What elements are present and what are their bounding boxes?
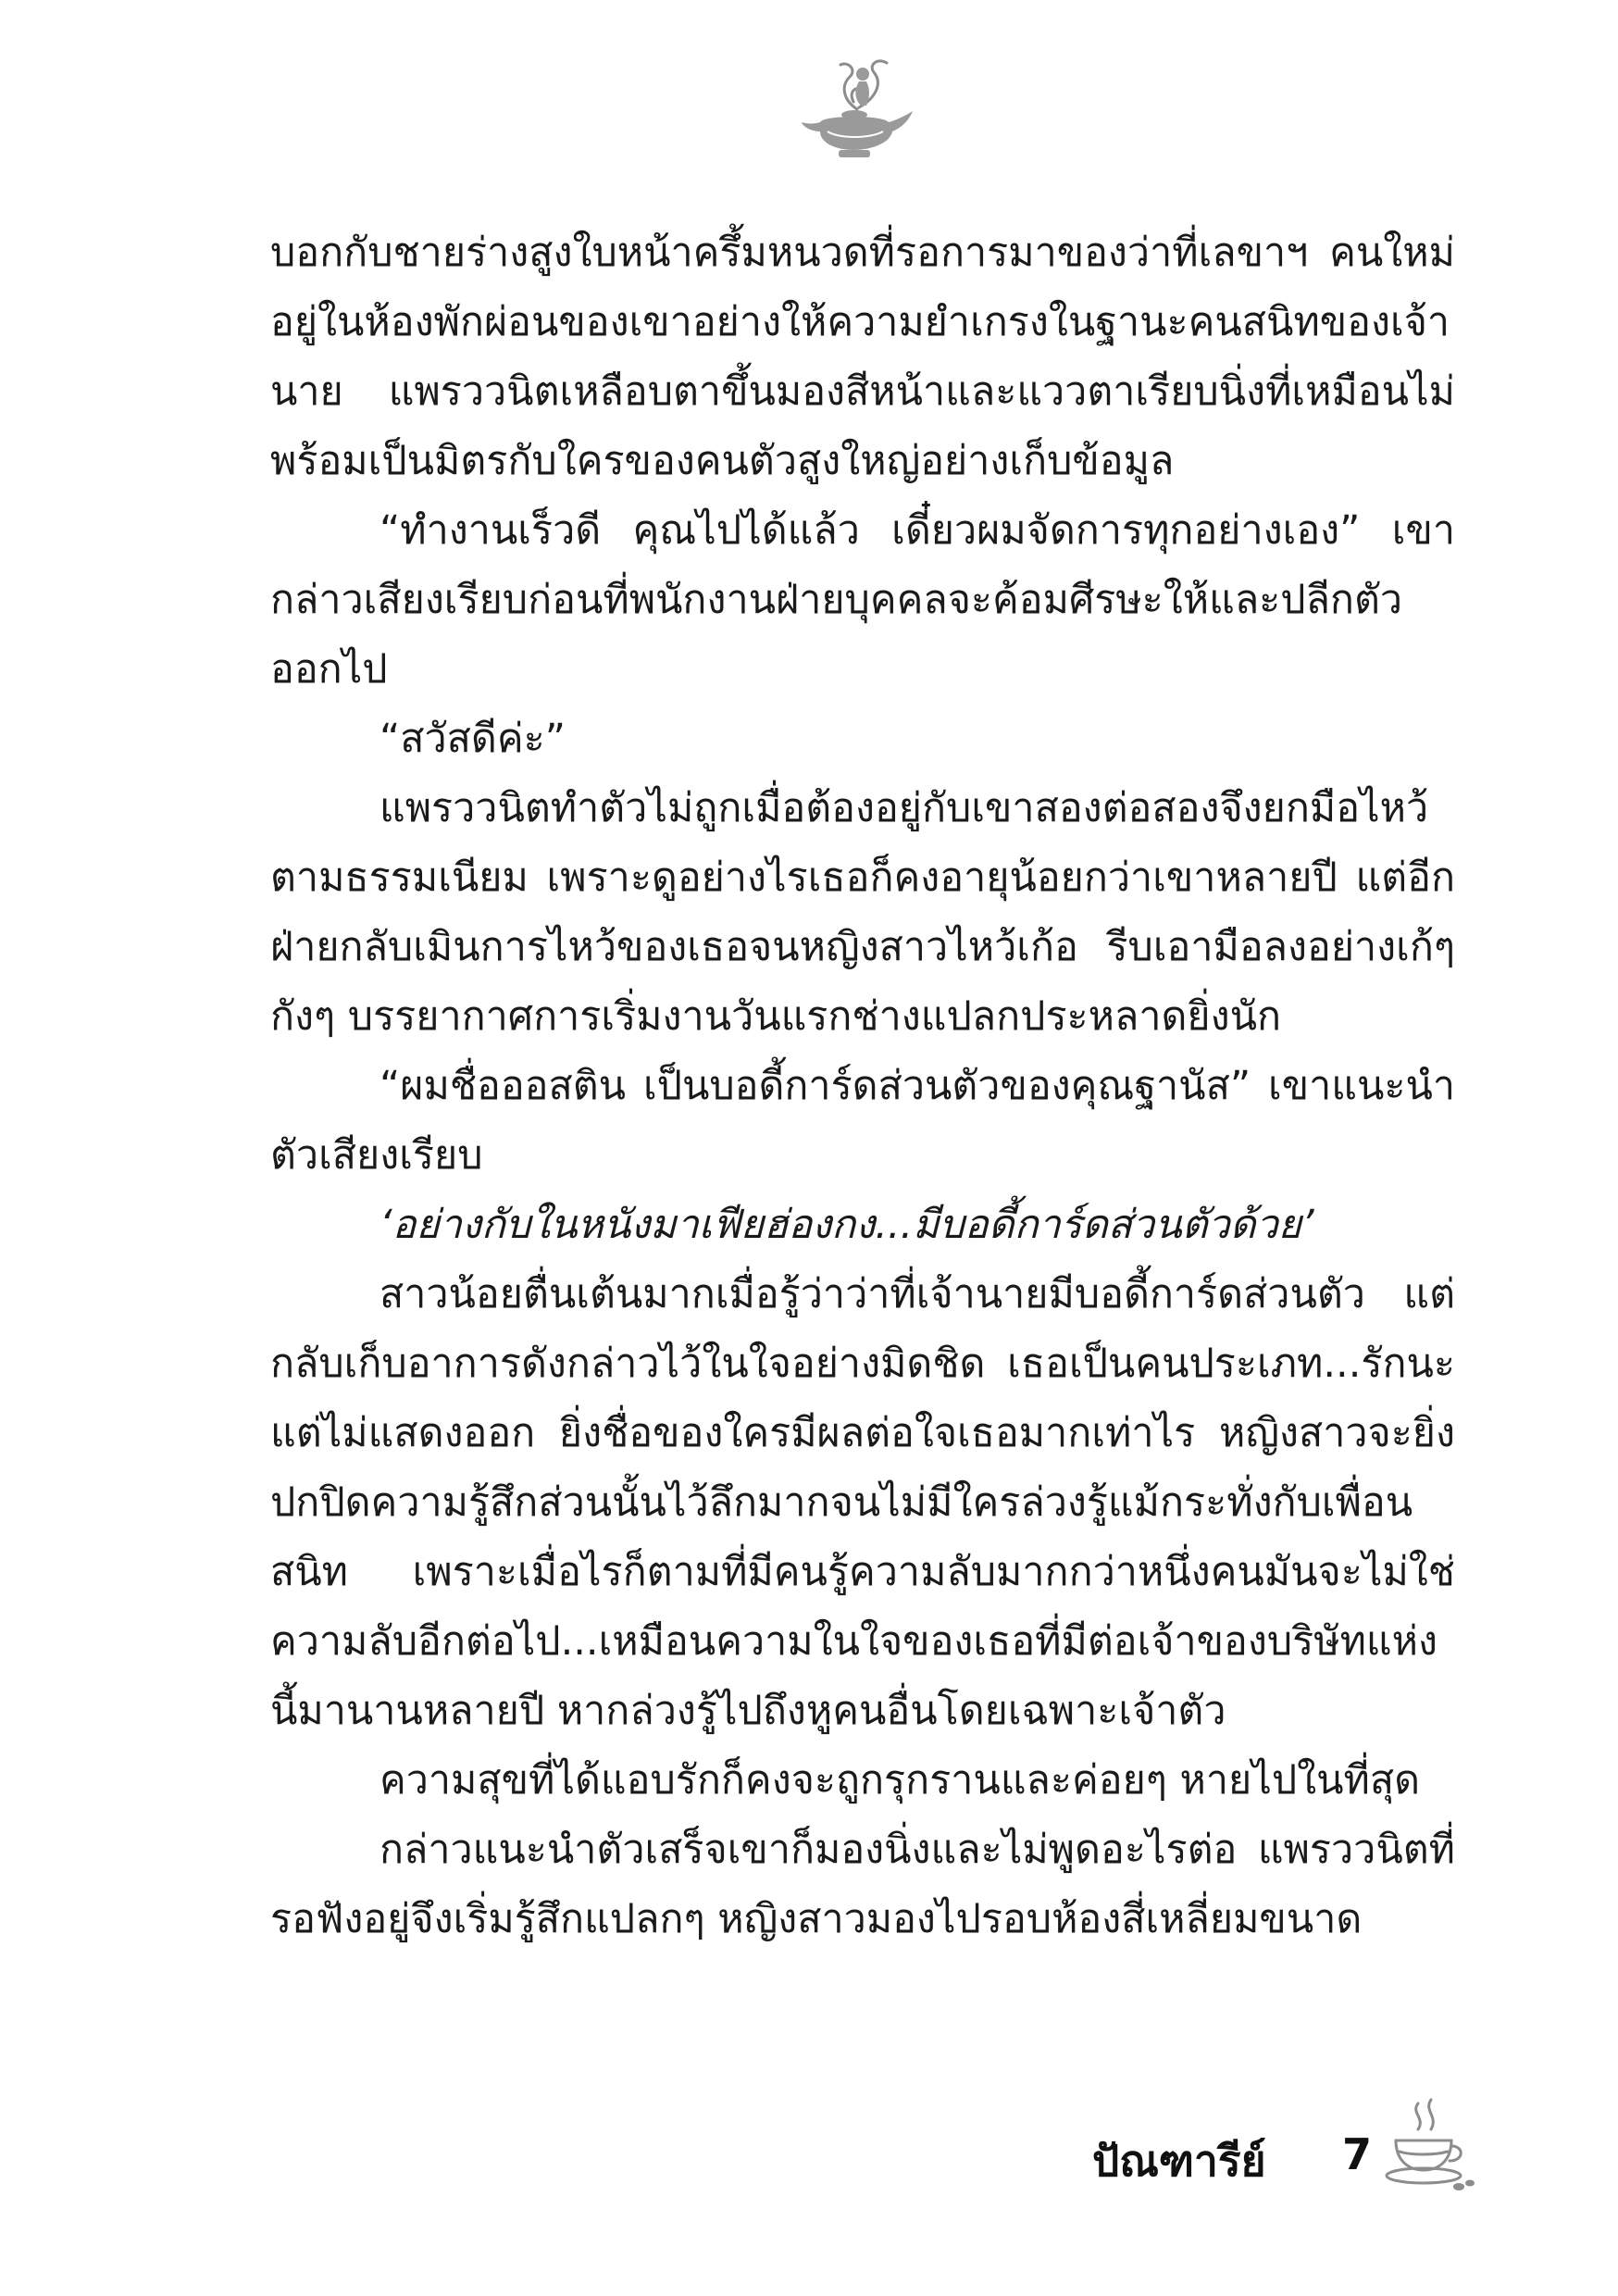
paragraph: ความสุขที่ได้แอบรักก็คงจะถูกรุกรานและค่อยๆ หายไปในที่สุด: [380, 1757, 1421, 1803]
page-number: 7: [1342, 2129, 1373, 2179]
page-footer: [1092, 2094, 1481, 2205]
genie-lamp-icon: [792, 54, 918, 167]
paragraph: “ทำงานเร็วดี คุณไปได้แล้ว เดี๋ยวผมจัดการทุกอย่างเอง” เขากล่าวเสียงเรียบก่อนที่พนักงานฝ่ายบุคคลจะค้อมศีรษะให้และปลีกตัวออกไป: [270, 507, 1455, 693]
body-text: [270, 218, 1455, 1954]
paragraph: “ผมชื่อออสติน เป็นบอดี้การ์ดส่วนตัวของคุณฐานัส” เขาแนะนำตัวเสียงเรียบ: [270, 1063, 1455, 1179]
paragraph: แพรววนิตทำตัวไม่ถูกเมื่อต้องอยู่กับเขาสองต่อสองจึงยกมือไหว้ตามธรรมเนียม เพราะดูอย่างไรเธอก็คงอายุน้อยกว่าเขาหลายปี แต่อีกฝ่ายกลับเมินการไหว้ของเธอจนหญิงสาวไหว้เก้อ รีบเอามือลงอย่างเก้ๆ กังๆ บรรยากาศการเริ่มงานวันแรกช่างแปลกประหลาดยิ่งนัก: [270, 785, 1455, 1040]
paragraph: กล่าวแนะนำตัวเสร็จเขาก็มองนิ่งและไม่พูดอะไรต่อ แพรววนิตที่รอฟังอยู่จึงเริ่มรู้สึกแปลกๆ หญิงสาวมองไปรอบห้องสี่เหลี่ยมขนาด: [270, 1827, 1455, 1942]
paragraph: “สวัสดีค่ะ”: [380, 716, 566, 762]
paragraph: ‘อย่างกับในหนังมาเฟียฮ่องกง...มีบอดี้การ์ดส่วนตัวด้วย’: [380, 1202, 1314, 1248]
author-name: ปัณฑารีย์: [1092, 2136, 1266, 2186]
paragraph: สาวน้อยตื่นเต้นมากเมื่อรู้ว่าว่าที่เจ้านายมีบอดี้การ์ดส่วนตัว แต่กลับเก็บอาการดังกล่าวไว้ในใจอย่างมิดชิด เธอเป็นคนประเภท...รักนะแต่ไม่แสดงออก ยิ่งชื่อของใครมีผลต่อใจเธอมากเท่าไร หญิงสาวจะยิ่งปกปิดความรู้สึกส่วนนั้นไว้ลึกมากจนไม่มีใครล่วงรู้แม้กระทั่งกับเพื่อนสนิท เพราะเมื่อไรก็ตามที่มีคนรู้ความลับมากกว่าหนึ่งคนมันจะไม่ใช่ความลับอีกต่อไป...เหมือนความในใจของเธอที่มีต่อเจ้าของบริษัทแห่งนี้มานานหลายปี หากล่วงรู้ไปถึงหูคนอื่นโดยเฉพาะเจ้าตัว: [270, 1271, 1455, 1734]
coffee-cup-icon: [1379, 2094, 1475, 2196]
paragraph: บอกกับชายร่างสูงใบหน้าครึ้มหนวดที่รอการมาของว่าที่เลขาฯ คนใหม่อยู่ในห้องพักผ่อนของเขาอย่างให้ความยำเกรงในฐานะคนสนิทของเจ้านาย แพรววนิตเหลือบตาขึ้นมองสีหน้าและแววตาเรียบนิ่งที่เหมือนไม่พร้อมเป็นมิตรกับใครของคนตัวสูงใหญ่อย่างเก็บข้อมูล: [270, 230, 1455, 484]
